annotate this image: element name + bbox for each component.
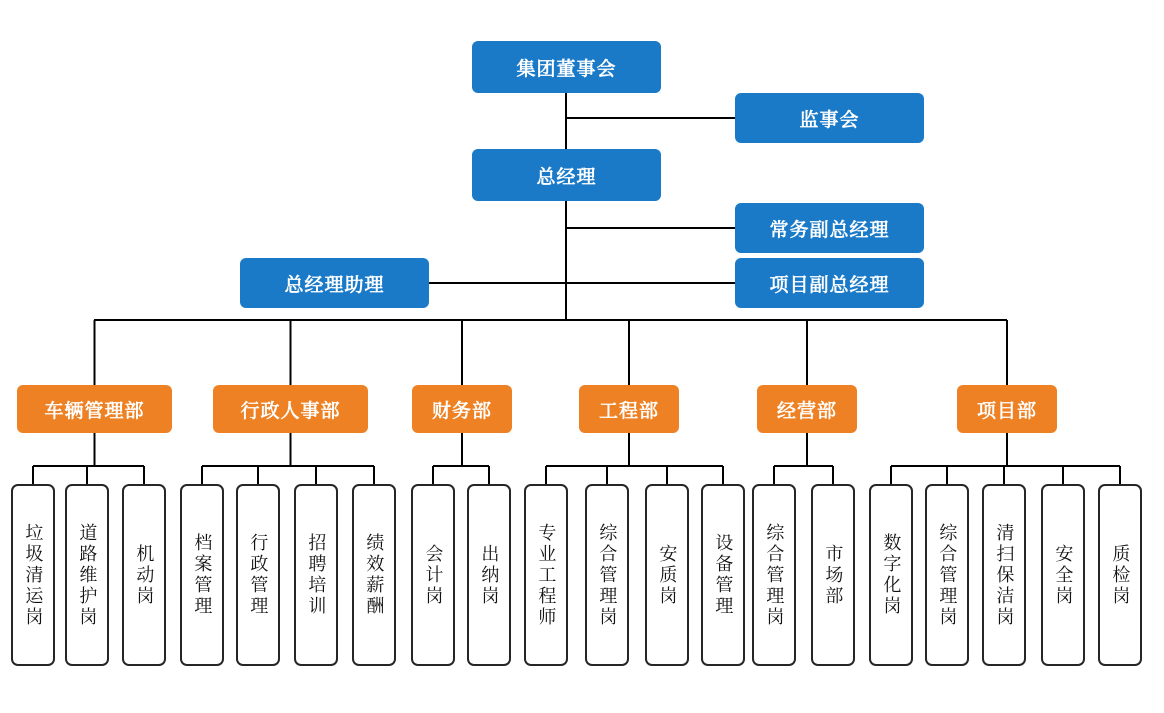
org-node[interactable]: 常务副总经理 (735, 203, 924, 253)
position-node[interactable] (122, 484, 166, 666)
position-node[interactable] (11, 484, 55, 666)
org-node[interactable]: 总经理助理 (240, 258, 429, 308)
position-label: 机动岗 (134, 543, 155, 607)
department-node[interactable]: 行政人事部 (213, 385, 368, 433)
position-label: 招聘培训 (306, 533, 327, 617)
position-node[interactable] (524, 484, 568, 666)
department-node[interactable]: 工程部 (579, 385, 679, 433)
position-node[interactable] (869, 484, 913, 666)
position-node[interactable] (1041, 484, 1085, 666)
position-node[interactable] (752, 484, 796, 666)
position-node[interactable] (352, 484, 396, 666)
position-node[interactable] (65, 484, 109, 666)
org-node[interactable]: 集团董事会 (472, 41, 661, 93)
position-label: 行政管理 (248, 533, 269, 617)
position-label: 数字化岗 (881, 533, 902, 617)
position-label: 质检岗 (1110, 543, 1131, 607)
position-label: 安全岗 (1053, 543, 1074, 607)
position-node[interactable] (294, 484, 338, 666)
position-node[interactable] (925, 484, 969, 666)
org-node[interactable]: 项目副总经理 (735, 258, 924, 308)
position-node[interactable] (236, 484, 280, 666)
position-node[interactable] (1098, 484, 1142, 666)
position-node[interactable] (701, 484, 745, 666)
department-node[interactable]: 财务部 (412, 385, 512, 433)
position-label: 综合管理岗 (764, 522, 785, 628)
position-node[interactable] (982, 484, 1026, 666)
position-label: 综合管理岗 (597, 522, 618, 628)
position-label: 设备管理 (713, 533, 734, 617)
position-label: 出纳岗 (479, 543, 500, 607)
position-label: 会计岗 (423, 543, 444, 607)
position-label: 清扫保洁岗 (994, 522, 1015, 628)
department-node[interactable]: 项目部 (957, 385, 1057, 433)
position-node[interactable] (467, 484, 511, 666)
position-label: 绩效薪酬 (364, 533, 385, 617)
position-label: 道路维护岗 (77, 522, 98, 628)
position-label: 档案管理 (192, 533, 213, 617)
position-node[interactable] (645, 484, 689, 666)
position-label: 垃圾清运岗 (23, 522, 44, 628)
position-node[interactable] (811, 484, 855, 666)
position-node[interactable] (585, 484, 629, 666)
position-label: 综合管理岗 (937, 522, 958, 628)
department-node[interactable]: 车辆管理部 (17, 385, 172, 433)
position-node[interactable] (180, 484, 224, 666)
position-label: 安质岗 (657, 543, 678, 607)
org-node[interactable]: 监事会 (735, 93, 924, 143)
org-node[interactable]: 总经理 (472, 149, 661, 201)
position-label: 市场部 (823, 543, 844, 607)
department-node[interactable]: 经营部 (757, 385, 857, 433)
position-node[interactable] (411, 484, 455, 666)
position-label: 专业工程师 (536, 522, 557, 628)
